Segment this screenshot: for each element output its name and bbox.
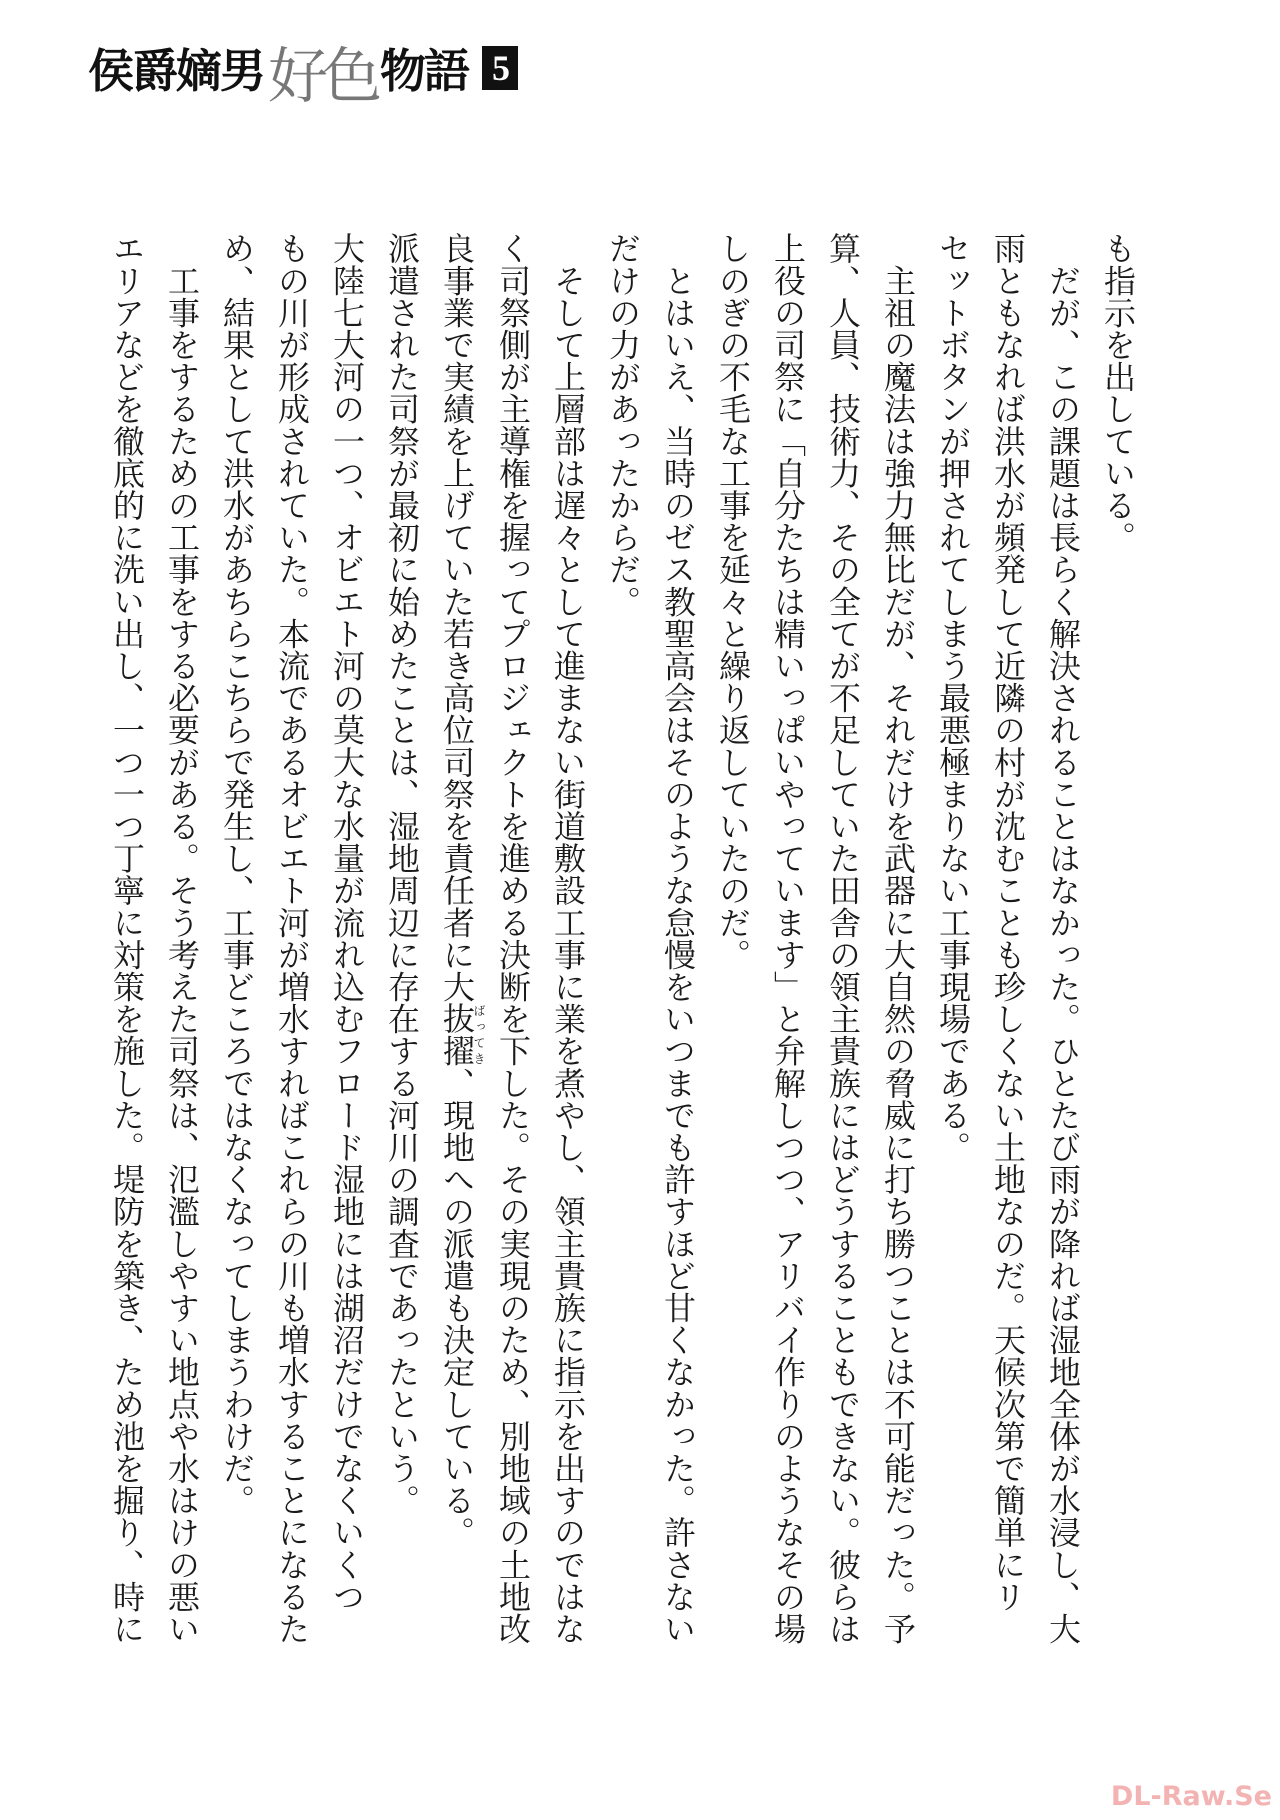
text-line: そして上層部は遅々として進まない街道敷設工事に業を煮やし、領主貴族に指示を出すのではな <box>549 232 587 1645</box>
text-line: しのぎの不毛な工事を延々と繰り返していたのだ。 <box>714 232 752 971</box>
text-line: セットボタンが押されてしまう最悪極まりない工事現場である。 <box>934 232 972 1163</box>
novel-body-text <box>99 232 1145 1652</box>
title-text: 侯爵嫡男 <box>88 44 264 98</box>
text-line: も指示を出している。 <box>1099 232 1137 553</box>
text-line: もの川が形成されていた。本流であるオビエト河が増水すればこれらの川も増水することになるた <box>273 232 311 1645</box>
text-line: く司祭側が主導権を握ってプロジェクトを進める決断を下した。その実現のため、別地域の土地改 <box>494 232 532 1645</box>
text-line: 工事をするための工事をする必要がある。そう考えた司祭は、氾濫しやすい地点や水はけの悪い <box>163 232 201 1645</box>
book-title <box>88 38 518 112</box>
text-line: だけの力があったからだ。 <box>604 232 642 618</box>
ruby-reading: ばってき <box>472 1002 486 1067</box>
text-line: とはいえ、当時のゼス教聖高会はそのような怠慢をいつまでも許すほど甘くなかった。許さない <box>659 232 697 1645</box>
title-accent: 好色 <box>268 42 376 112</box>
title-text-end: 物語 <box>380 44 468 98</box>
text-segment: 、現地への派遣も決定している。 <box>438 1066 476 1549</box>
volume-badge: 5 <box>482 46 518 90</box>
text-line: 雨ともなれば洪水が頻発して近隣の村が沈むことも珍しくない土地なのだ。天候次第で簡単にリ <box>989 232 1027 1613</box>
ruby-base: 抜擢 <box>438 1002 476 1067</box>
text-line-with-ruby <box>429 232 485 1652</box>
text-line: だが、この課題は長らく解決されることはなかった。ひとたび雨が降れば湿地全体が水浸し、大 <box>1044 232 1082 1645</box>
text-line: エリアなどを徹底的に洗い出し、一つ一つ丁寧に対策を施した。堤防を築き、ため池を掘り、時に <box>108 232 146 1645</box>
text-line: 上役の司祭に「自分たちは精いっぱいやっています」と弁解しつつ、アリバイ作りのようなその場 <box>769 232 807 1645</box>
ruby-word <box>438 1002 486 1067</box>
text-line: 算、人員、技術力、その全てが不足していた田舎の領主貴族にはどうすることもできない。彼らは <box>824 232 862 1645</box>
text-line: 主祖の魔法は強力無比だが、それだけを武器に大自然の脅威に打ち勝つことは不可能だった。予 <box>879 232 917 1645</box>
text-line: 派遣された司祭が最初に始めたことは、湿地周辺に存在する河川の調査であったという。 <box>383 232 421 1516</box>
text-segment: 良事業で実績を上げていた若き高位司祭を責任者に大 <box>438 232 476 1003</box>
text-line: め、結果として洪水があちらこちらで発生し、工事どころではなくなってしまうわけだ。 <box>218 232 256 1516</box>
text-line: 大陸七大河の一つ、オビエト河の莫大な水量が流れ込むフロード湿地には湖沼だけでなくいくつ <box>328 232 366 1613</box>
watermark: DL-Raw.Se <box>1110 1781 1272 1812</box>
